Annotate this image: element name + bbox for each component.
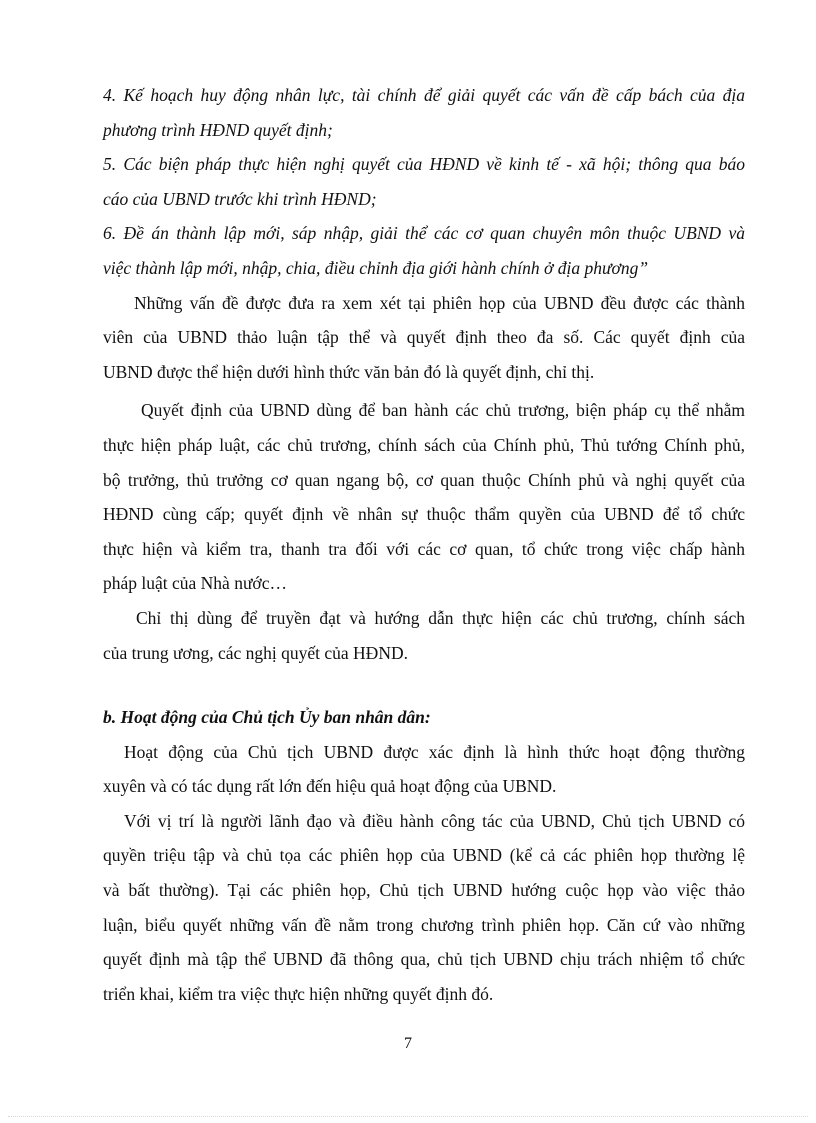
page-bottom-divider — [8, 1116, 808, 1117]
list-item-6-line-1: 6. Đề án thành lập mới, sáp nhập, giải thể các cơ quan chuyên môn thuộc UBND và — [103, 223, 745, 244]
paragraph-line: của trung ương, các nghị quyết của HĐND. — [103, 642, 408, 663]
paragraph-directive — [103, 601, 745, 670]
paragraph-line: xuyên và có tác dụng rất lớn đến hiệu quả hoạt động của UBND. — [103, 776, 557, 797]
list-item-6-line-2: việc thành lập mới, nhập, chia, điều chỉnh địa giới hành chính ở địa phương” — [103, 257, 649, 278]
paragraph-line: HĐND cùng cấp; quyết định về nhân sự thuộc thẩm quyền của UBND để tổ chức — [103, 504, 745, 525]
paragraph-line: Những vấn đề được đưa ra xem xét tại phiên họp của UBND đều được các thành — [134, 292, 745, 313]
page-number: 7 — [404, 1035, 412, 1052]
paragraph-line: UBND được thể hiện dưới hình thức văn bản đó là quyết định, chỉ thị. — [103, 361, 595, 382]
paragraph-line: pháp luật của Nhà nước… — [103, 573, 287, 594]
list-item-4-line-1: 4. Kế hoạch huy động nhân lực, tài chính để giải quyết các vấn đề cấp bách của địa — [103, 85, 745, 105]
paragraph-line: thực hiện và kiểm tra, thanh tra đối với các cơ quan, tổ chức trong việc chấp hành — [103, 538, 745, 559]
paragraph-chairman-role — [103, 804, 745, 1012]
paragraph-line: triển khai, kiểm tra việc thực hiện những quyết định đó. — [103, 983, 494, 1004]
paragraph-line: bộ trưởng, thủ trưởng cơ quan ngang bộ, cơ quan thuộc Chính phủ và nghị quyết của — [103, 469, 745, 490]
list-item-5-line-1: 5. Các biện pháp thực hiện nghị quyết của HĐND về kinh tế - xã hội; thông qua báo — [103, 154, 745, 175]
section-heading: b. Hoạt động của Chủ tịch Ủy ban nhân dân: — [103, 707, 431, 728]
list-item-5-line-2: cáo của UBND trước khi trình HĐND; — [103, 188, 377, 209]
paragraph-line: và bất thường). Tại các phiên họp, Chủ tịch UBND hướng cuộc họp vào việc thảo — [103, 880, 745, 901]
list-item-5 — [103, 147, 745, 216]
paragraph-line: quyền triệu tập và chủ tọa các phiên họp của UBND (kể cả các phiên họp thường lệ — [103, 845, 745, 866]
paragraph-chairman-activity — [103, 735, 745, 804]
paragraph-line: luận, biểu quyết những vấn đề nằm trong chương trình phiên họp. Căn cứ vào những — [103, 914, 745, 935]
paragraph-line: Chỉ thị dùng để truyền đạt và hướng dẫn thực hiện các chủ trương, chính sách — [136, 607, 745, 628]
paragraph-line: Với vị trí là người lãnh đạo và điều hành công tác của UBND, Chủ tịch UBND có — [124, 810, 745, 831]
paragraph-meeting-decisions — [103, 286, 745, 390]
paragraph-decision-purpose — [103, 393, 745, 601]
list-item-4 — [103, 78, 745, 147]
list-item-4-line-2: phương trình HĐND quyết định; — [103, 119, 333, 140]
page-content — [103, 78, 745, 1011]
paragraph-line: thực hiện pháp luật, các chủ trương, chính sách của Chính phủ, Thủ tướng Chính phủ, — [103, 434, 745, 455]
paragraph-line: quyết định mà tập thể UBND đã thông qua, chủ tịch UBND chịu trách nhiệm tổ chức — [103, 949, 745, 970]
paragraph-line: Hoạt động của Chủ tịch UBND được xác định là hình thức hoạt động thường — [124, 741, 745, 762]
list-item-6 — [103, 216, 745, 285]
paragraph-line: viên của UBND thảo luận tập thể và quyết định theo đa số. Các quyết định của — [103, 327, 745, 348]
paragraph-line: Quyết định của UBND dùng để ban hành các chủ trương, biện pháp cụ thể nhằm — [141, 400, 745, 421]
